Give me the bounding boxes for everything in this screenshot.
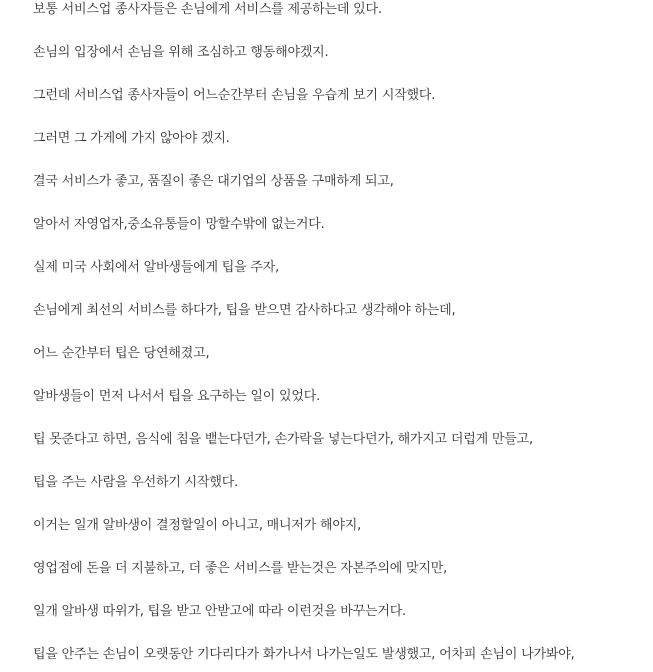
paragraph-spacer — [33, 493, 643, 516]
paragraph-4: 그러면 그 가게에 가지 않아야 겠지. — [33, 131, 230, 146]
paragraph-spacer — [33, 321, 643, 344]
paragraph-spacer — [33, 235, 643, 258]
paragraph-13: 이거는 일개 알바생이 결정할일이 아니고, 매니저가 해야지, — [33, 518, 362, 533]
paragraph-5: 결국 서비스가 좋고, 품질이 좋은 대기업의 상품을 구매하게 되고, — [33, 174, 394, 189]
paragraph-spacer — [33, 192, 643, 215]
paragraph-15: 일개 알바생 따위가, 팁을 받고 안받고에 따라 이런것을 바꾸는거다. — [33, 604, 406, 619]
paragraph-spacer — [33, 63, 643, 86]
paragraph-3: 그런데 서비스업 종사자들이 어느순간부터 손님을 우습게 보기 시작했다. — [33, 88, 436, 103]
article-body — [33, 0, 643, 665]
paragraph-6: 알아서 자영업자,중소유통들이 망할수밖에 없는거다. — [33, 217, 325, 232]
paragraph-spacer — [33, 20, 643, 43]
paragraph-12: 팁을 주는 사람을 우선하기 시작했다. — [33, 475, 239, 490]
paragraph-9: 어느 순간부터 팁은 당연해졌고, — [33, 346, 210, 361]
paragraph-8: 손님에게 최선의 서비스를 하다가, 팁을 받으면 감사하다고 생각해야 하는데, — [33, 303, 456, 318]
paragraph-spacer — [33, 407, 643, 430]
paragraph-1: 보통 서비스업 종사자들은 손님에게 서비스를 제공하는데 있다. — [33, 2, 382, 17]
paragraph-spacer — [33, 364, 643, 387]
paragraph-16: 팁을 안주는 손님이 오랫동안 기다리다가 화가나서 나가는일도 발생했고, 어차피 손님이 나가봐야, — [33, 647, 575, 662]
paragraph-spacer — [33, 106, 643, 129]
paragraph-spacer — [33, 622, 643, 645]
paragraph-spacer — [33, 536, 643, 559]
paragraph-spacer — [33, 149, 643, 172]
paragraph-2: 손님의 입장에서 손님을 위해 조심하고 행동해야겠지. — [33, 45, 329, 60]
paragraph-10: 알바생들이 먼저 나서서 팁을 요구하는 일이 있었다. — [33, 389, 321, 404]
paragraph-spacer — [33, 450, 643, 473]
paragraph-7: 실제 미국 사회에서 알바생들에게 팁을 주자, — [33, 260, 280, 275]
paragraph-spacer — [33, 579, 643, 602]
paragraph-spacer — [33, 278, 643, 301]
paragraph-14: 영업점에 돈을 더 지불하고, 더 좋은 서비스를 받는것은 자본주의에 맞지만, — [33, 561, 447, 576]
paragraph-11: 팁 못준다고 하면, 음식에 침을 뱉는다던가, 손가락을 넣는다던가, 해가지고 더럽게 만들고, — [33, 432, 533, 447]
